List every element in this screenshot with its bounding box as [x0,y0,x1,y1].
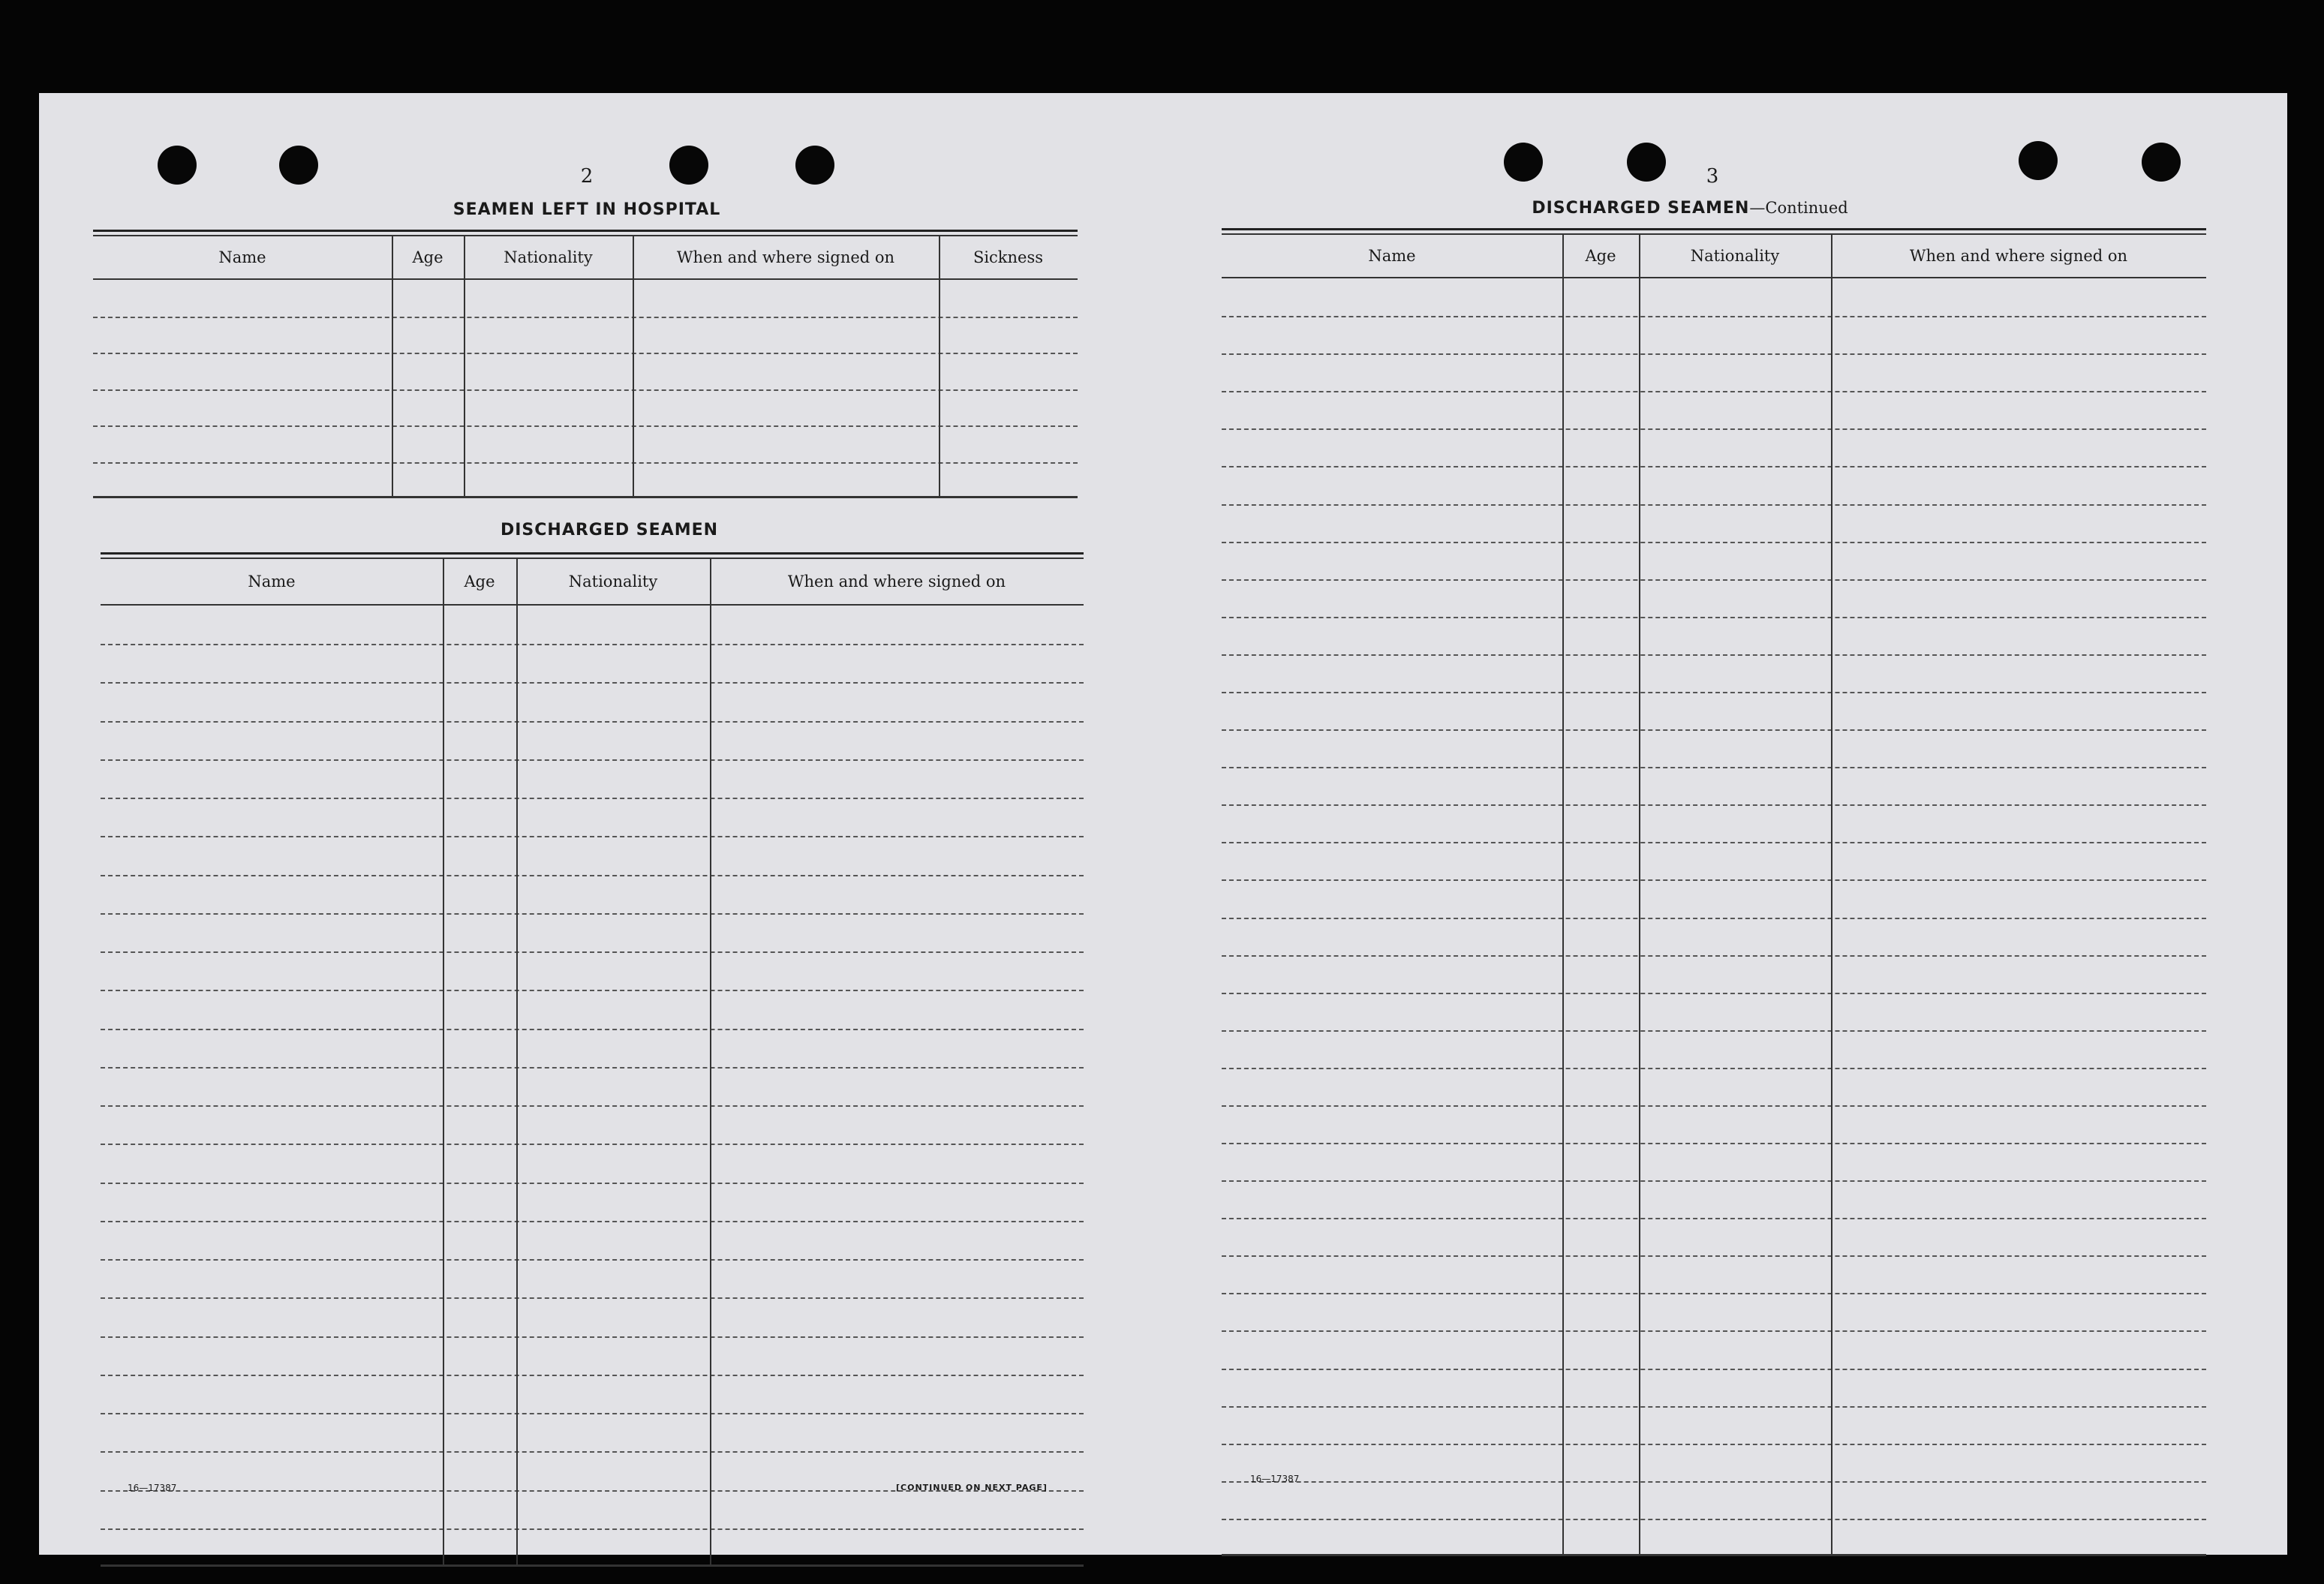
row-line [1222,729,2206,731]
page-number-left: 2 [580,165,594,188]
hospital-table-header [93,236,1078,280]
punch-hole [669,146,708,185]
table-top-rule [93,230,1078,236]
col-header-sickness: Sickness [973,248,1044,266]
row-line [101,798,1084,799]
row-line [101,1259,1084,1261]
row-lines [1222,278,2206,1554]
discharged-table-body [101,606,1084,1567]
row-lines [93,280,1078,496]
right-section-title [1465,199,1915,218]
discharged-table-header [101,559,1084,606]
col-header-nationality: Nationality [1690,247,1780,265]
continued-table-body [1222,278,2206,1556]
punch-hole [279,146,318,185]
col-header-name: Name [1368,247,1416,265]
row-line [101,1451,1084,1453]
row-line [1222,316,2206,317]
row-line [101,1183,1084,1184]
page-number-right: 3 [1706,165,1719,188]
row-line [1222,353,2206,355]
row-line [93,389,1078,391]
row-line [101,682,1084,684]
row-line [101,1297,1084,1299]
discharged-table [101,552,1084,1567]
column-divider [1639,235,1640,1556]
row-line [1222,1105,2206,1107]
row-line [1222,1481,2206,1483]
row-line [1222,466,2206,467]
punch-hole [795,146,834,185]
row-line [1222,842,2206,843]
row-line [1222,654,2206,656]
punch-hole [2019,141,2058,180]
discharged-continued-table [1222,228,2206,1556]
row-line [1222,1369,2206,1370]
form-sheet [39,93,2287,1555]
right-title-main: DISCHARGED SEAMEN [1532,199,1750,218]
column-divider [633,236,634,498]
continued-table-header [1222,235,2206,278]
punch-hole [2142,143,2181,182]
table-top-rule [101,552,1084,559]
row-line [1222,804,2206,806]
col-header-nationality: Nationality [504,248,593,266]
row-line [1222,504,2206,506]
row-line [1222,428,2206,430]
table-top-rule [1222,228,2206,235]
row-line [101,1144,1084,1145]
row-line [1222,1255,2206,1257]
hospital-section-title: SEAMEN LEFT IN HOSPITAL [452,200,721,219]
row-line [1222,1293,2206,1294]
row-line [101,1221,1084,1222]
row-line [101,721,1084,723]
row-line [101,759,1084,761]
row-line [101,1029,1084,1030]
row-line [1222,1406,2206,1408]
column-divider [464,236,465,498]
row-line [1222,879,2206,881]
col-header-name: Name [218,248,266,266]
row-line [1222,391,2206,392]
row-line [101,951,1084,953]
column-divider [1562,235,1564,1556]
row-lines [101,606,1084,1564]
row-line [1222,1068,2206,1069]
form-number-left: 16—17387 [128,1483,177,1493]
continued-note: [CONTINUED ON NEXT PAGE] [896,1483,1048,1492]
row-line [1222,692,2206,693]
row-line [101,1067,1084,1069]
row-line [1222,1030,2206,1032]
row-line [1222,767,2206,768]
row-line [1222,993,2206,994]
column-divider [710,559,711,1567]
row-line [101,644,1084,645]
hospital-table [93,230,1078,498]
row-line [1222,617,2206,618]
row-line [1222,1180,2206,1182]
col-header-age: Age [1585,247,1616,265]
row-line [1222,542,2206,543]
punch-hole [1627,143,1666,182]
form-number-right: 16—17387 [1250,1474,1300,1484]
column-divider [516,559,518,1567]
row-line [1222,1218,2206,1219]
column-divider [392,236,393,498]
col-header-signed-on: When and where signed on [1909,247,2128,265]
row-line [1222,579,2206,581]
right-title-suffix: —Continued [1749,199,1848,217]
row-line [1222,918,2206,919]
row-line [101,836,1084,837]
row-line [1222,1330,2206,1332]
row-line [101,990,1084,991]
row-line [101,1375,1084,1376]
col-header-signed-on: When and where signed on [787,573,1006,591]
row-line [101,1336,1084,1338]
row-line [1222,1444,2206,1445]
hospital-table-body [93,280,1078,498]
row-line [93,353,1078,354]
row-line [93,462,1078,464]
row-line [1222,1519,2206,1520]
row-line [101,1105,1084,1107]
row-line [101,1413,1084,1414]
col-header-age: Age [464,573,495,591]
row-line [93,425,1078,427]
row-line [1222,955,2206,957]
punch-hole [158,146,197,185]
row-line [101,913,1084,915]
discharged-section-title: DISCHARGED SEAMEN [500,521,719,540]
col-header-name: Name [248,573,296,591]
row-line [101,875,1084,876]
row-line [93,317,1078,318]
punch-hole [1504,143,1543,182]
col-header-age: Age [412,248,443,266]
row-line [101,1528,1084,1530]
column-divider [443,559,444,1567]
row-line [1222,1143,2206,1144]
col-header-signed-on: When and where signed on [676,248,895,266]
column-divider [939,236,940,498]
column-divider [1831,235,1832,1556]
col-header-nationality: Nationality [568,573,658,591]
